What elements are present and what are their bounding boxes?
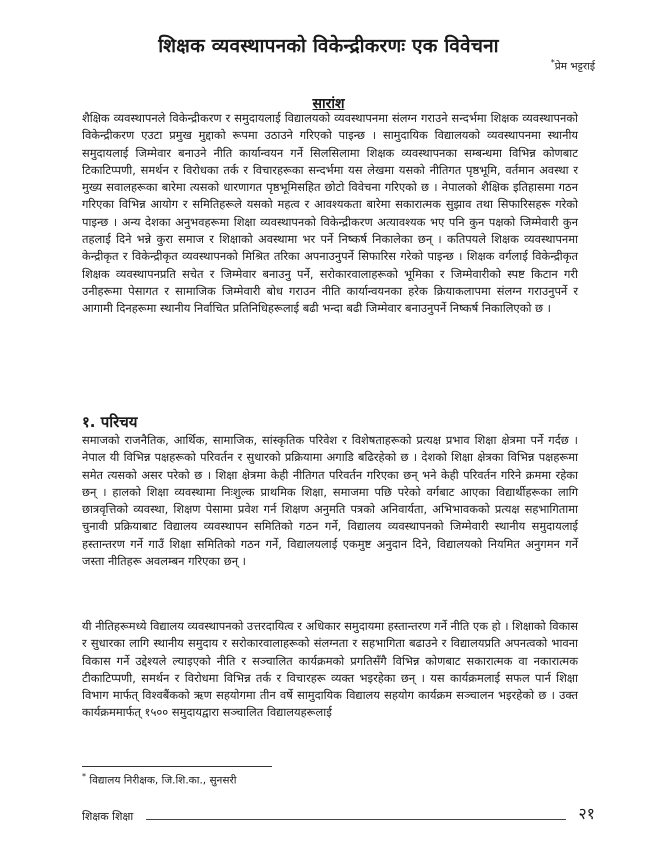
introduction-paragraph-1: समाजको राजनैतिक, आर्थिक, सामाजिक, सांस्कृतिक परिवेश र विशेषताहरूको प्रत्यक्ष प्रभाव शिक्षा क्षेत्रमा पर्ने गर्दछ । नेपाल यी विभिन्न पक्षहरूको परिवर्तन र सुधारको प्रक्रियामा अगाडि बढिरहेको छ । देशको शिक्षा क्षेत्रका विभिन्न पक्षहरूमा समेत त्यसको असर परेको छ । शिक्षा क्षेत्रमा केही नीतिगत परिवर्तन गरिएका छन् भने केही परिवर्तन गरिने क्रममा रहेका छन् । हालको शिक्षा व्यवस्थामा निःशुल्क प्राथमिक शिक्षा, समाजमा पछि परेको वर्गबाट आएका विद्यार्थीहरूका लागि छात्रवृत्तिको व्यवस्था, शिक्षण पेसामा प्रवेश गर्न शिक्षण अनुमति पत्रको अनिवार्यता, अभिभावकको प्रत्यक्ष सहभागितामा चुनावी प्रक्रियाबाट विद्यालय व्यवस्थापन समितिको गठन गर्ने, विद्यालय व्यवस्थापनको जिम्मेवारी स्थानीय समुदायलाई हस्तान्तरण गर्ने गाउँ शिक्षा समितिको गठन गर्ने, विद्यालयलाई एकमुष्ट अनुदान दिने, विद्यालयको नियमित अनुगमन गर्ने जस्ता नीतिहरू अवलम्बन गरिएका छन् । xyxy=(82,433,579,569)
footer-divider xyxy=(146,819,566,820)
author-name: प्रेम भट्टराई xyxy=(554,60,595,73)
introduction-paragraph-2: यी नीतिहरूमध्ये विद्यालय व्यवस्थापनको उत्तरदायित्व र अधिकार समुदायमा हस्तान्तरण गर्ने नीति एक हो । शिक्षाको विकास र सुधारका लागि स्थानीय समुदाय र सरोकारवालाहरूको संलग्नता र सहभागिता बढाउने र विद्यालयप्रति अपनत्वको भावना विकास गर्ने उद्देश्यले ल्याइएको नीति र सञ्चालित कार्यक्रमको प्रगतिसँगै विभिन्न कोणबाट सकारात्मक वा नकारात्मक टीकाटिप्पणी, समर्थन र विरोधमा विभिन्न तर्क र विचारहरू व्यक्त भइरहेका छन् । यस कार्यक्रमलाई सफल पार्न शिक्षा विभाग मार्फत् विश्वबैंकको ऋण सहयोगमा तीन वर्षे सामुदायिक विद्यालय सहयोग कार्यक्रम सञ्चालन भइरहेको छ । उक्त कार्यक्रममार्फत् १५०० समुदायद्वारा सञ्चालित विद्यालयहरूलाई xyxy=(82,619,578,720)
article-title: शिक्षक व्यवस्थापनको विकेन्द्रीकरणः एक विवेचना xyxy=(158,35,499,57)
abstract-text: शैक्षिक व्यवस्थापनले विकेन्द्रीकरण र समुदायलाई विद्यालयको व्यवस्थापनमा संलग्न गराउने सन्दर्भमा शिक्षक व्यवस्थापनको विकेन्द्रीकरण एउटा प्रमुख मुद्दाको रूपमा उठाउने गरिएको पाइन्छ । सामुदायिक विद्यालयको व्यवस्थापनमा स्थानीय समुदायलाई जिम्मेवार बनाउने नीति कार्यान्वयन गर्ने सिलसिलामा शिक्षक व्यवस्थापनका सम्बन्धमा विभिन्न कोणबाट टिकाटिप्पणी, समर्थन र विरोधका तर्क र विचारहरूका सन्दर्भमा यस लेखमा यसको नीतिगत पृष्ठभूमि, वर्तमान अवस्था र मुख्य सवालहरूका बारेमा त्यसको धारणागत पृष्ठभूमिसहित छोटो विवेचना गरिएको छ । नेपालको शैक्षिक इतिहासमा गठन गरिएका विभिन्न आयोग र समितिहरूले यसको महत्व र आवश्यकता बारेमा सकारात्मक सुझाव तथा सिफारिसहरू गरेको पाइन्छ । अन्य देशका अनुभवहरूमा शिक्षा व्यवस्थापनको विकेन्द्रीकरण अत्यावश्यक भए पनि कुन पक्षको जिम्मेवारी कुन तहलाई दिने भन्ने कुरा समाज र शिक्षाको अवस्थामा भर पर्ने निष्कर्ष निकालेका छन् । कतिपयले शिक्षक व्यवस्थापनमा केन्द्रीकृत र विकेन्द्रीकृत व्यवस्थापनको मिश्रित तरिका अपनाउनुपर्ने सिफारिस गरेको पाइन्छ । शिक्षक वर्गलाई विकेन्द्रीकृत शिक्षक व्यवस्थापनप्रति सचेत र जिम्मेवार बनाउनु पर्ने, सरोकारवालाहरूको भूमिका र जिम्मेवारीको स्पष्ट किटान गरी उनीहरूमा पेसागत र सामाजिक जिम्मेवारी बोध गराउन नीति कार्यान्वयनका हरेक क्रियाकलापमा संलग्न गराउनुपर्ने र आगामी दिनहरूमा स्थानीय निर्वाचित प्रतिनिधिहरूलाई बढी भन्दा बढी जिम्मेवार बनाउनुपर्ने निष्कर्ष निकालिएको छ । xyxy=(82,111,578,316)
author-footnote-marker: * xyxy=(550,58,555,67)
introduction-heading: १. परिचय xyxy=(82,413,138,431)
footnote xyxy=(82,772,237,788)
journal-name: शिक्षक शिक्षा xyxy=(82,810,134,823)
footnote-text: विद्यालय निरीक्षक, जि.शि.का., सुनसरी xyxy=(89,774,237,787)
footnote-marker: * xyxy=(82,772,86,781)
author-line xyxy=(551,58,595,74)
footnote-divider xyxy=(82,766,272,767)
abstract-heading: सारांश xyxy=(312,96,345,112)
page-number: २१ xyxy=(578,804,595,823)
